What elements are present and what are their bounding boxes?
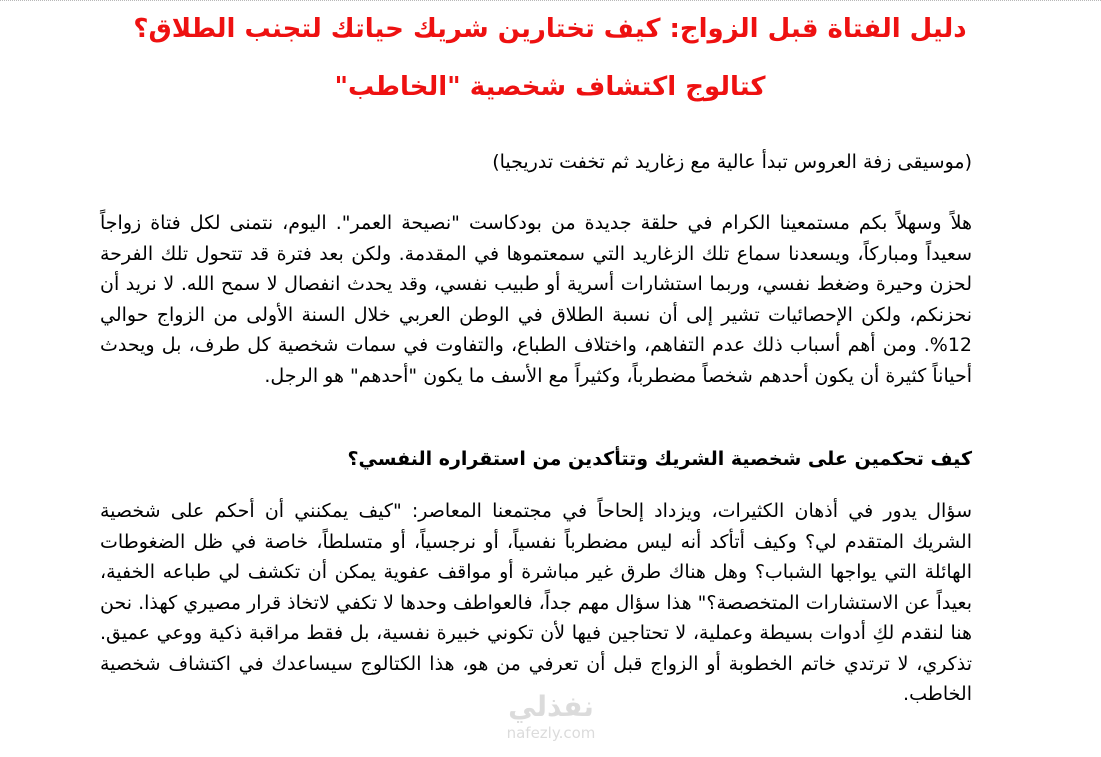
document-title: دليل الفتاة قبل الزواج: كيف تختارين شريك حياتك لتجنب الطلاق؟ (133, 14, 967, 44)
intro-paragraph[interactable]: هلاً وسهلاً بكم مستمعينا الكرام في حلقة جديدة من بودكاست "نصيحة العمر". اليوم، نتمنى لكل فتاة زواجاً سعيداً ومباركاً، ويسعدنا سماع تلك الزغاريد التي سمعتموها في المقدمة. ولكن بعد فترة قد تتحول تلك الفرحة لحزن وحيرة وضغط نفسي، وربما استشارات أسرية أو طبيب نفسي، وقد يحدث انفصال لا سمح الله. لا نريد أن نحزنكم، ولكن الإحصائيات تشير إلى أن نسبة الطلاق في الوطن العربي خلال السنة الأولى من الزواج حوالي 12%. ومن أهم أسباب ذلك عدم التفاهم، واختلاف الطباع، والتفاوت في سمات شخصية كل طرف، بل ويحدث أحياناً كثيرة أن يكون أحدهم شخصاً مضطرباً، وكثيراً مع الأسف ما يكون "أحدهم" هو الرجل. (100, 212, 972, 387)
question-paragraph[interactable]: سؤال يدور في أذهان الكثيرات، ويزداد إلحاحاً في مجتمعنا المعاصر: "كيف يمكنني أن أحكم على شخصية الشريك المتقدم لي؟ وكيف أتأكد أنه ليس مضطرباً نفسياً، أو نرجسياً، أو متسلطاً، خاصة في ظل الضغوطات الهائلة التي يواجها الشباب؟ وهل هناك طرق غير مباشرة أو مواقف عفوية يمكن أن تكشف لي طباعه الخفية، بعيداً عن الاستشارات المتخصصة؟" هذا سؤال مهم جداً، فالعواطف وحدها لا تكفي لاتخاذ قرار مصيري كهذا. نحن هنا لنقدم لكِ أدوات بسيطة وعملية، لا تحتاجين فيها لأن تكوني خبيرة نفسية، بل فقط مراقبة ذكية ووعي عميق. تذكري، لا ترتدي خاتم الخطوبة أو الزواج قبل أن تعرفي من هو، هذا الكتالوج سيساعدك في اكتشاف شخصية الخاطب. (100, 500, 972, 705)
nafezly-watermark (486, 690, 616, 742)
section-heading: كيف تحكمين على شخصية الشريك وتتأكدين من استقراره النفسي؟ (347, 448, 972, 470)
watermark-url: nafezly.com (506, 724, 596, 742)
music-stage-direction: (موسيقى زفة العروس تبدأ عالية مع زغاريد ثم تخفت تدريجيا) (492, 151, 972, 173)
page-top-border (0, 0, 1101, 5)
document-subtitle: كتالوج اكتشاف شخصية "الخاطب" (334, 72, 766, 102)
watermark-logo: نفذلي (508, 690, 594, 723)
